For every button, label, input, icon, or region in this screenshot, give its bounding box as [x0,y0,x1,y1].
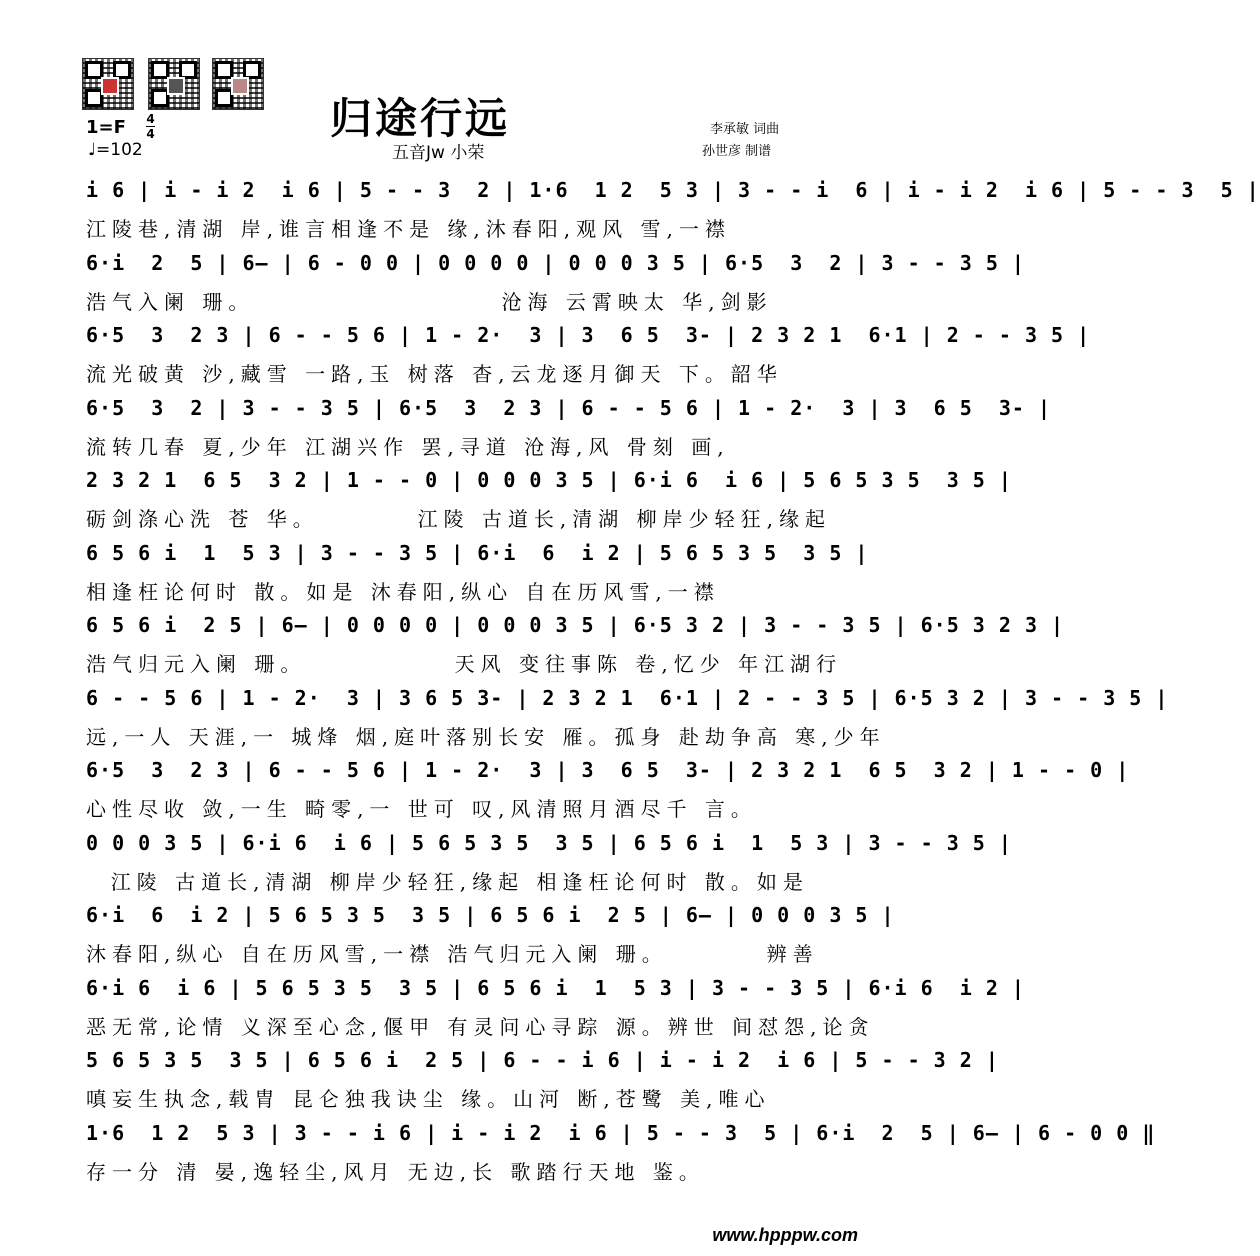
score-line [86,827,1012,895]
qr-code-icon [212,58,264,110]
page-title: 归途行远 [330,94,511,143]
score-line [86,464,1012,532]
notation-row: i 6 | i - i 2 i 6 | 5 - - 3 2 | 1·6 1 2 5 3 | 3 - - i 6 | i - i 2 i 6 | 5 - - 3 5 | [86,178,1260,202]
score-line [86,247,1025,315]
time-signature [146,113,155,140]
score-line [86,1117,1156,1185]
lyrics-row: 相逢枉论何时 散。如是 沐春阳,纵心 自在历风雪,一襟 [86,579,720,604]
notation-row: 6·5 3 2 3 | 6 - - 5 6 | 1 - 2· 3 | 3 6 5 3- | 2 3 2 1 6·1 | 2 - - 3 5 | [86,323,1091,347]
lyrics-row: 浩气入阑 珊。 沧海 云霄映太 华,剑影 [86,289,773,314]
lyrics-row: 砺剑涤心洗 苍 华。 江陵 古道长,清湖 柳岸少轻狂,缘起 [86,507,832,531]
singer-credit: 五音Jw 小荣 [392,143,485,163]
lyrics-row: 流光破黄 沙,藏雪 一路,玉 树落 杳,云龙逐月御天 下。韶华 [86,362,783,386]
key-signature: 1=F [86,117,126,138]
lyrics-row: 流转几春 夏,少年 江湖兴作 罢,寻道 沧海,风 骨刻 画, [86,434,730,459]
score-line [86,899,895,967]
notation-row: 5 6 5 3 5 3 5 | 6 5 6 i 2 5 | 6 - - i 6 | i - i 2 i 6 | 5 - - 3 2 | [86,1048,999,1072]
lyricist-credit: 李承敏 词曲 [710,122,780,137]
notation-row: 0 0 0 3 5 | 6·i 6 i 6 | 5 6 5 3 5 3 5 | 6 5 6 i 1 5 3 | 3 - - 3 5 | [86,830,1012,855]
lyrics-row: 恶无常,论情 义深至心念,偃甲 有灵问心寻踪 源。辨世 间怼怨,论贪 [86,1014,875,1039]
tempo-marking [88,140,143,160]
arranger-credit: 孙世彦 制谱 [702,144,772,159]
score-line [86,537,869,605]
notation-row: 6·i 6 i 6 | 5 6 5 3 5 3 5 | 6 5 6 i 1 5 3 | 3 - - 3 5 | 6·i 6 i 2 | [86,975,1025,1000]
notation-row: 2 3 2 1 6 5 3 2 | 1 - - 0 | 0 0 0 3 5 | 6·i 6 i 6 | 5 6 5 3 5 3 5 | [86,468,1012,492]
lyrics-row: 沐春阳,纵心 自在历风雪,一襟 浩气归元入阑 珊。 辨善 [86,942,819,966]
score-line [86,682,1169,750]
time-sig-top: 4 [146,112,155,126]
score-line [86,609,1065,677]
lyrics-row: 浩气归元入阑 珊。 天风 变往事陈 卷,忆少 年江湖行 [86,652,843,676]
qr-code-icon [148,58,200,110]
notation-row: 6 - - 5 6 | 1 - 2· 3 | 3 6 5 3- | 2 3 2 1 6·1 | 2 - - 3 5 | 6·5 3 2 | 3 - - 3 5 | [86,685,1169,710]
lyrics-row: 存一分 清 晏,逸轻尘,风月 无边,长 歌踏行天地 鉴。 [86,1159,705,1184]
score-line [86,1044,999,1112]
lyrics-row: 江陵巷,清湖 岸,谁言相逢不是 缘,沐春阳,观风 雪,一襟 [86,217,731,241]
site-watermark: www.hpppw.com [712,1225,858,1245]
notation-row: 6·i 2 5 | 6— | 6 - 0 0 | 0 0 0 0 | 0 0 0 3 5 | 6·5 3 2 | 3 - - 3 5 | [86,250,1025,275]
lyrics-row: 江陵 古道长,清湖 柳岸少轻狂,缘起 相逢枉论何时 散。如是 [86,869,809,894]
notation-row: 6 5 6 i 1 5 3 | 3 - - 3 5 | 6·i 6 i 2 | 5 6 5 3 5 3 5 | [86,540,869,565]
tempo-value: =102 [96,140,143,160]
score-line [86,319,1091,387]
notation-row: 6 5 6 i 2 5 | 6— | 0 0 0 0 | 0 0 0 3 5 | 6·5 3 2 | 3 - - 3 5 | 6·5 3 2 3 | [86,613,1065,637]
time-sig-bottom: 4 [146,127,155,141]
score-line [86,392,1052,460]
notation-row: 6·i 6 i 2 | 5 6 5 3 5 3 5 | 6 5 6 i 2 5 | 6— | 0 0 0 3 5 | [86,903,895,927]
notation-row: 1·6 1 2 5 3 | 3 - - i 6 | i - i 2 i 6 | 5 - - 3 5 | 6·i 2 5 | 6— | 6 - 0 0 ‖ [86,1120,1156,1145]
quarter-note-icon: ♩ [88,140,97,160]
score-line [86,972,1025,1040]
qr-code-icon [82,58,134,110]
lyrics-row: 嗔妄生执念,载胄 昆仑独我诀尘 缘。山河 断,苍鹭 美,唯心 [86,1087,771,1111]
notation-row: 6·5 3 2 | 3 - - 3 5 | 6·5 3 2 3 | 6 - - 5 6 | 1 - 2· 3 | 3 6 5 3- | [86,395,1052,420]
notation-row: 6·5 3 2 3 | 6 - - 5 6 | 1 - 2· 3 | 3 6 5 3- | 2 3 2 1 6 5 3 2 | 1 - - 0 | [86,758,1130,782]
lyrics-row: 远,一人 天涯,一 城烽 烟,庭叶落别长安 雁。孤身 赴劫争高 寒,少年 [86,724,886,749]
score-line [86,754,1130,822]
lyrics-row: 心性尽收 敛,一生 畸零,一 世可 叹,风清照月酒尽千 言。 [86,797,757,821]
score-line [86,174,1260,242]
